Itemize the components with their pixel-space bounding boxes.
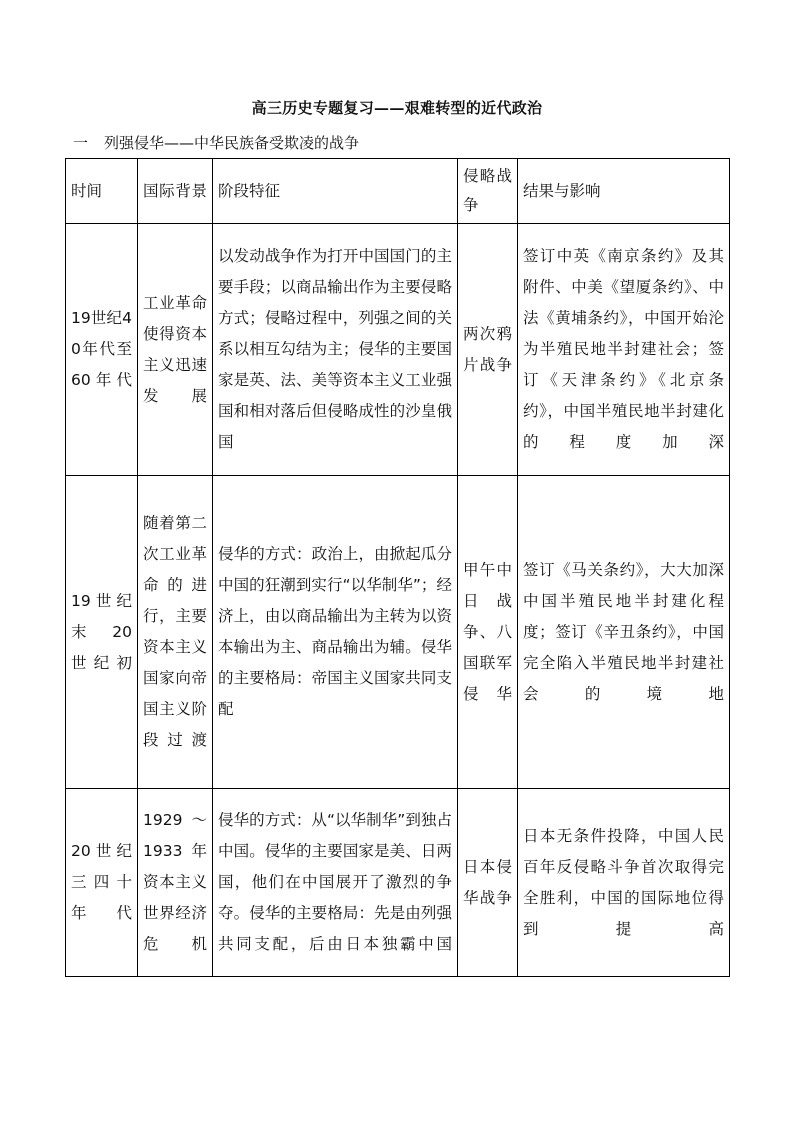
cell-time: 19世纪末 20世纪初 xyxy=(66,476,138,789)
cell-time: 19世纪40年代至 60年代 xyxy=(66,224,138,476)
header-background: 国际背景 xyxy=(138,159,213,224)
header-war: 侵略战争 xyxy=(458,159,518,224)
table-header-row xyxy=(66,159,730,224)
header-features: 阶段特征 xyxy=(213,159,458,224)
document-title: 高三历史专题复习——艰难转型的近代政治 xyxy=(251,99,543,117)
cell-background: 工业革命使得资本主义迅速发展 xyxy=(138,224,213,476)
section-number: 一 xyxy=(73,134,89,152)
header-result: 结果与影响 xyxy=(518,159,730,224)
table-row xyxy=(66,476,730,789)
table-row xyxy=(66,224,730,476)
cell-background: 1929～1933年资本主义世界经济危机 xyxy=(138,789,213,977)
cell-features: 以发动战争作为打开中国国门的主要手段；以商品输出作为主要侵略方式；侵略过程中，列强之间的关系以相互勾结为主；侵华的主要国家是英、法、美等资本主义工业强国和相对落后但侵略成性的沙皇俄国 xyxy=(213,224,458,476)
header-time: 时间 xyxy=(66,159,138,224)
section-heading-text: 列强侵华——中华民族备受欺凌的战争 xyxy=(104,134,360,152)
cell-result: 日本无条件投降，中国人民百年反侵略斗争首次取得完全胜利，中国的国际地位得到提高 xyxy=(518,789,730,977)
cell-background: 随着第二次工业革命的进行，主要资本主义国家向帝国主义阶段过渡 xyxy=(138,476,213,789)
cell-war: 日本侵华战争 xyxy=(458,789,518,977)
cell-result: 签订中英《南京条约》及其附件、中美《望厦条约》、中法《黄埔条约》，中国开始沦为半殖民地半封建社会；签订《天津条约》《北京条约》，中国半殖民地半封建化的程度加深 xyxy=(518,224,730,476)
cell-result: 签订《马关条约》，大大加深中国半殖民地半封建化程度；签订《辛丑条约》，中国完全陷入半殖民地半封建社会的境地 xyxy=(518,476,730,789)
section-heading xyxy=(73,133,359,153)
cell-war: 甲午中日战争、八国联军侵华 xyxy=(458,476,518,789)
cell-features: 侵华的方式：政治上，由掀起瓜分中国的狂潮到实行“以华制华”；经济上，由以商品输出为主转为以资本输出为主、商品输出为辅。侵华的主要格局：帝国主义国家共同支配 xyxy=(213,476,458,789)
cell-time: 20世纪三四十年代 xyxy=(66,789,138,977)
cell-war: 两次鸦片战争 xyxy=(458,224,518,476)
history-table xyxy=(65,158,730,977)
cell-features: 侵华的方式：从“以华制华”到独占中国。侵华的主要国家是美、日两国，他们在中国展开了激烈的争夺。侵华的主要格局：先是由列强共同支配，后由日本独霸中国 xyxy=(213,789,458,977)
table-row xyxy=(66,789,730,977)
